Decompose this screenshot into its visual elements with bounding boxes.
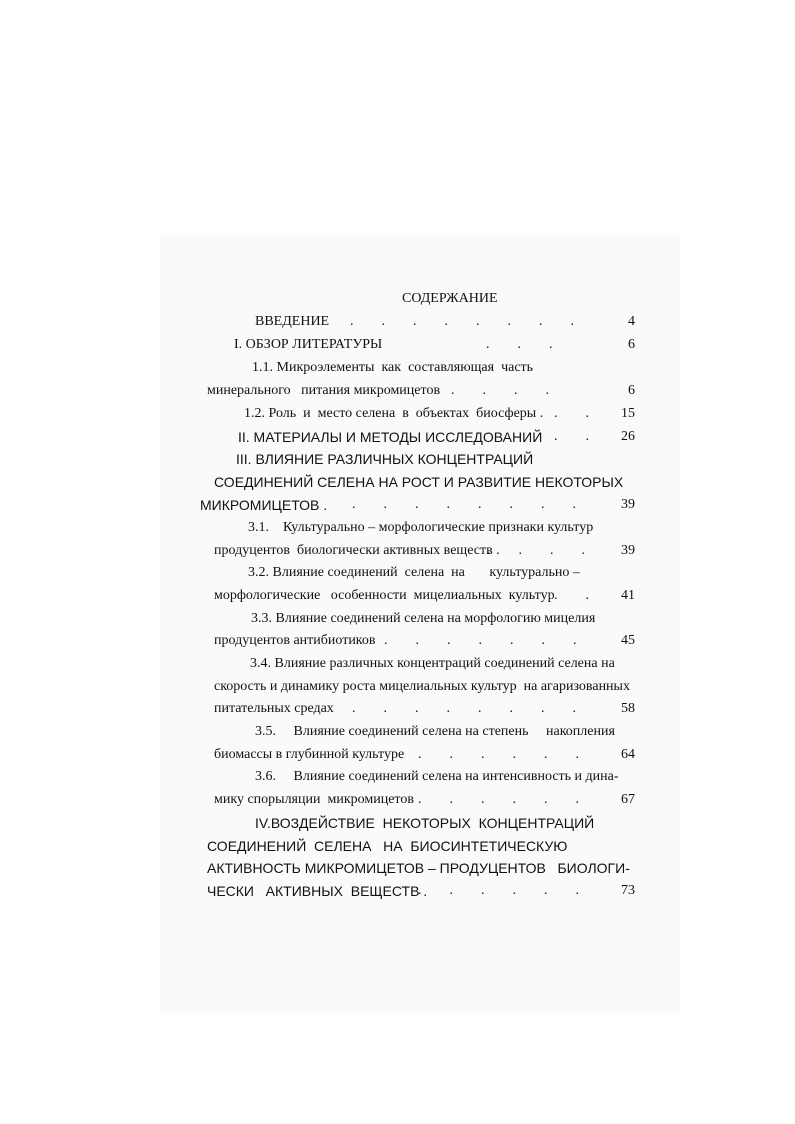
toc-page-number: 64 [621, 747, 635, 762]
toc-leader-dots: . . [554, 406, 589, 421]
toc-entry-text: минерального питания микромицетов [207, 383, 441, 398]
toc-entry-text: МИКРОМИЦЕТОВ . [200, 497, 328, 513]
toc-entry-text: 3.6. Влияние соединений селена на интенсивность и дина- [255, 769, 619, 784]
toc-page-number: 39 [621, 543, 635, 558]
toc-entry-text: ВВЕДЕНИЕ [255, 314, 330, 329]
toc-page-number: 45 [621, 633, 635, 648]
toc-page-number: 6 [628, 383, 635, 398]
toc-entry-text: биомассы в глубинной культуре [214, 747, 405, 762]
toc-entry-text: скорость и динамику роста мицелиальных культур на агаризованных [214, 679, 630, 694]
toc-entry-text: 3.1. Культурально – морфологические признаки культур [248, 520, 594, 535]
toc-leader-dots: . . . [486, 337, 553, 352]
toc-leader-dots: . . . . [451, 383, 549, 398]
toc-leader-dots: . . [554, 588, 589, 603]
toc-page-number: 67 [621, 792, 635, 807]
toc-entry-text: СОЕДИНЕНИЙ СЕЛЕНА НА РОСТ И РАЗВИТИЕ НЕКОТОРЫХ [214, 474, 624, 490]
toc-leader-dots: . . . . . . . [384, 633, 577, 648]
toc-entry-text: мику спорыляции микромицетов [214, 792, 414, 807]
toc-entry-text: 1.2. Роль и место селена в объектах биосферы . [244, 406, 544, 421]
toc-page-number: 15 [621, 406, 635, 421]
toc-page-number: 4 [628, 314, 635, 329]
toc-entry-text: морфологические особенности мицелиальных культур [214, 588, 555, 603]
toc-leader-dots: . . . . . . [418, 747, 579, 762]
toc-entry-text: 3.2. Влияние соединений селена на культурально – [248, 565, 580, 580]
toc-entry-text: 3.3. Влияние соединений селена на морфологию мицелия [251, 611, 596, 626]
toc-entry-text: 3.4. Влияние различных концентраций соединений селена на [250, 656, 615, 671]
toc-leader-dots: . . . . . . . . [352, 701, 576, 716]
toc-entry-text: продуцентов биологически активных веществ . [214, 543, 500, 558]
toc-entry-text: питательных средах [214, 701, 334, 716]
toc-entry-text: СОЕДИНЕНИЙ СЕЛЕНА НА БИОСИНТЕТИЧЕСКУЮ [207, 838, 568, 854]
toc-page-number: 26 [621, 429, 635, 444]
toc-leader-dots: . . . . . . . . [352, 497, 576, 512]
toc-leader-dots: . . . . . . [418, 883, 579, 898]
toc-entry-text: III. ВЛИЯНИЕ РАЗЛИЧНЫХ КОНЦЕНТРАЦИЙ [236, 451, 534, 467]
toc-leader-dots: . . . . [487, 543, 585, 558]
toc-entry-text: II. МАТЕРИАЛЫ И МЕТОДЫ ИССЛЕДОВАНИЙ [238, 429, 543, 445]
toc-leader-dots: . . . . . . [418, 792, 579, 807]
toc-page-number: 58 [621, 701, 635, 716]
toc-leader-dots: . . [554, 429, 589, 444]
toc-page-number: 39 [621, 497, 635, 512]
toc-entry-text: 1.1. Микроэлементы как составляющая часть [252, 360, 534, 375]
page-title: СОДЕРЖАНИЕ [402, 291, 498, 306]
toc-entry-text: АКТИВНОСТЬ МИКРОМИЦЕТОВ – ПРОДУЦЕНТОВ БИОЛОГИ- [207, 860, 630, 876]
toc-entry-text: ЧЕСКИ АКТИВНЫХ ВЕЩЕСТВ . [207, 883, 428, 899]
toc-page-number: 6 [628, 337, 635, 352]
toc-page-number: 73 [621, 883, 635, 898]
toc-leader-dots: . . . . . . . . [350, 314, 574, 329]
toc-entry-text: продуцентов антибиотиков [214, 633, 376, 648]
toc-entry-text: I. ОБЗОР ЛИТЕРАТУРЫ [234, 337, 383, 352]
toc-entry-text: IV.ВОЗДЕЙСТВИЕ НЕКОТОРЫХ КОНЦЕНТРАЦИЙ [255, 815, 595, 831]
toc-entry-text: 3.5. Влияние соединений селена на степень накопления [255, 724, 615, 739]
toc-page-number: 41 [621, 588, 635, 603]
